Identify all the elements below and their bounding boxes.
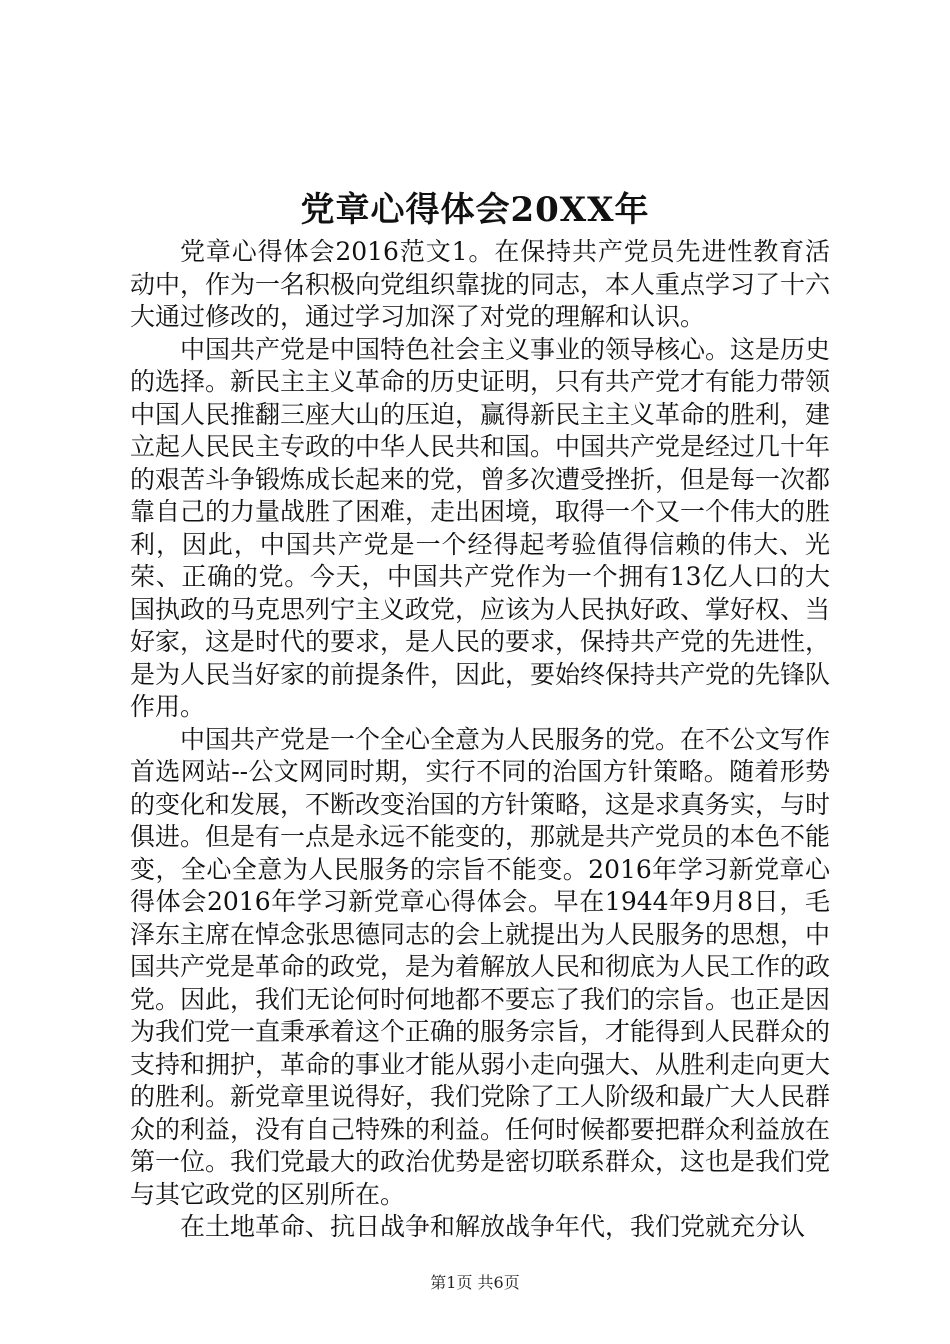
paragraph-4: 在土地革命、抗日战争和解放战争年代，我们党就充分认 (180, 1212, 806, 1241)
document-title: 党章心得体会20XX年 (300, 190, 650, 230)
page-number-footer: 第1页 共6页 (430, 1273, 520, 1292)
paragraph-2: 中国共产党是中国特色社会主义事业的领导核心。这是历史的选择。新民主主义革命的历史证明，只有共产党才有能力带领中国人民推翻三座大山的压迫，赢得新民主主义革命的胜利，建立起人民民主专政的中华人民共和国。中国共产党是经过几十年的艰苦斗争锻炼成长起来的党，曾多次遭受挫折，但是每一次都靠自己的力量战胜了困难，走出困境，取得一个又一个伟大的胜利，因此，中国共产党是一个经得起考验值得信赖的伟大、光荣、正确的党。今天，中国共产党作为一个拥有13亿人口的大国执政的马克思列宁主义政党，应该为人民执好政、掌好权、当好家，这是时代的要求，是人民的要求，保持共产党的先进性，是为人民当好家的前提条件，因此，要始终保持共产党的先锋队作用。 (130, 334, 831, 721)
paragraph-1: 党章心得体会2016范文1。在保持共产党员先进性教育活动中，作为一名积极向党组织靠拢的同志，本人重点学习了十六大通过修改的，通过学习加深了对党的理解和认识。 (130, 237, 831, 331)
document-body (130, 236, 830, 1244)
paragraph-3: 中国共产党是一个全心全意为人民服务的党。在不公文写作首选网站--公文网同时期，实行不同的治国方针策略。随着形势的变化和发展，不断改变治国的方针策略，这是求真务实，与时俱进。但是有一点是永远不能变的，那就是共产党员的本色不能变，全心全意为人民服务的宗旨不能变。2016年学习新党章心得体会2016年学习新党章心得体会。早在1944年9月8日，毛泽东主席在悼念张思德同志的会上就提出为人民服务的思想，中国共产党是革命的政党，是为着解放人民和彻底为人民工作的政党。因此，我们无论何时何地都不要忘了我们的宗旨。也正是因为我们党一直秉承着这个正确的服务宗旨，才能得到人民群众的支持和拥护，革命的事业才能从弱小走向强大、从胜利走向更大的胜利。新党章里说得好，我们党除了工人阶级和最广大人民群众的利益，没有自己特殊的利益。任何时候都要把群众利益放在第一位。我们党最大的政治优势是密切联系群众，这也是我们党与其它政党的区别所在。 (130, 724, 831, 1209)
